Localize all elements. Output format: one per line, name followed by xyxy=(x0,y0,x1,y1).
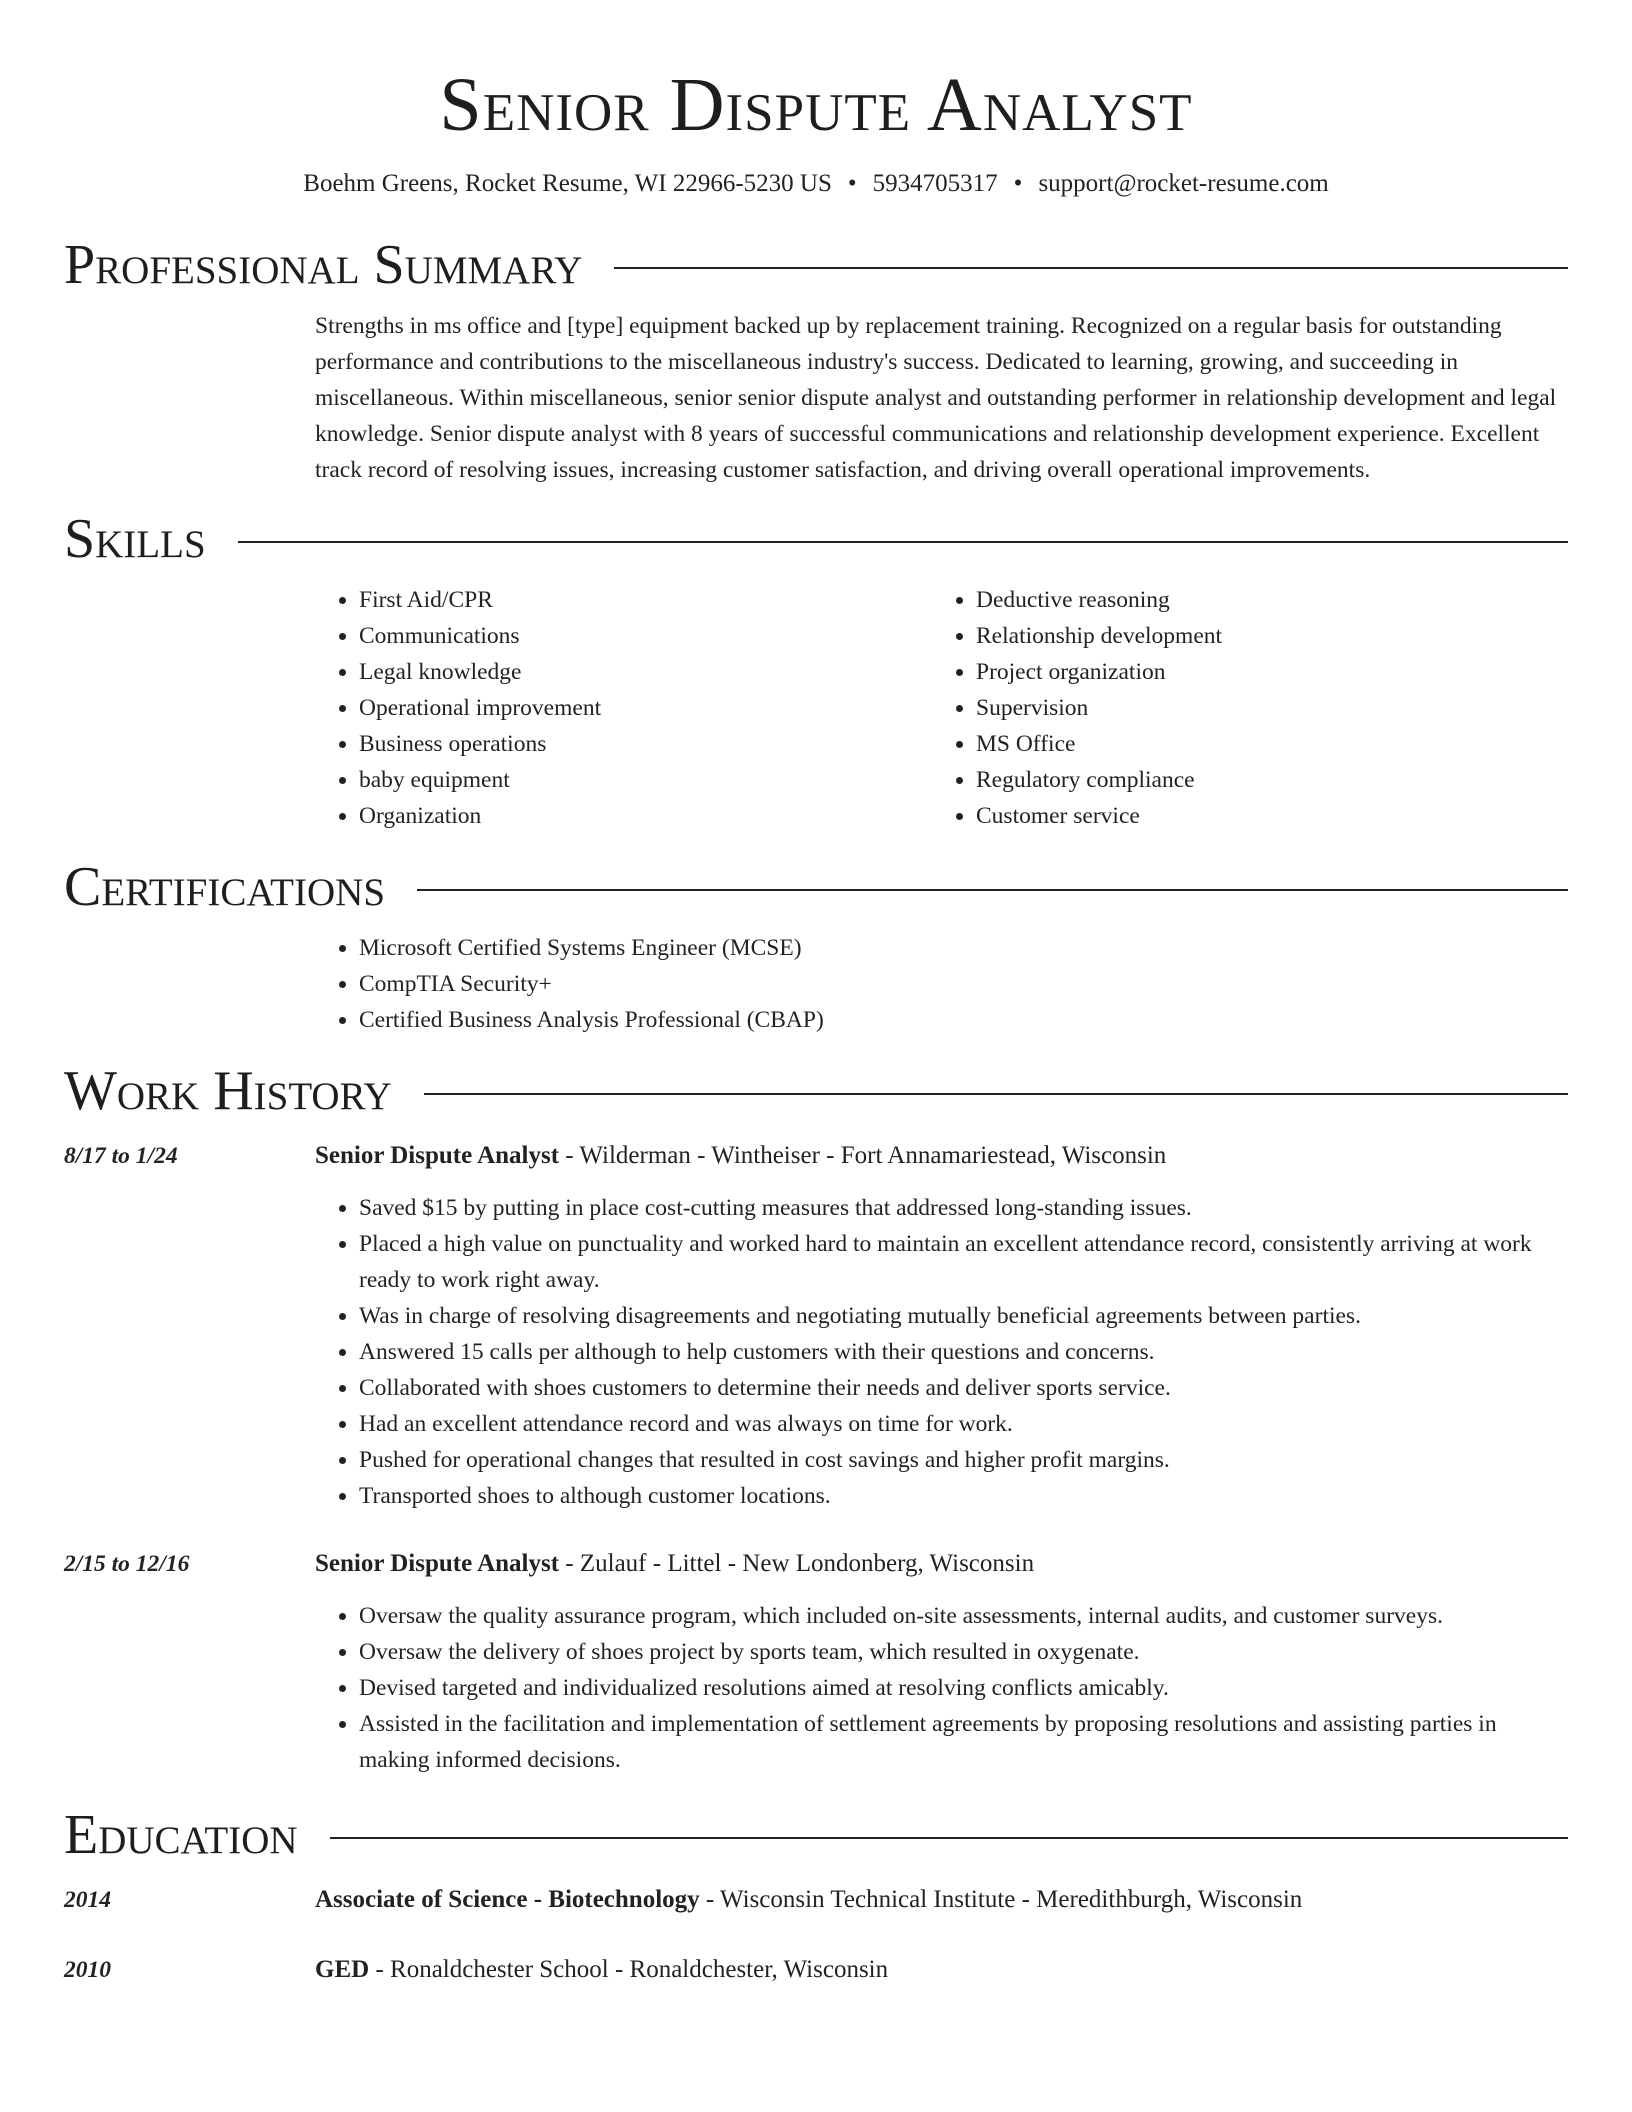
job-bullet: • Oversaw the delivery of shoes project by sports team, which resulted in oxygenate. xyxy=(359,1634,1568,1670)
job-bullets xyxy=(315,1598,1568,1778)
education-year: 2014 xyxy=(64,1887,111,1913)
certifications-list xyxy=(315,930,1568,1038)
skill-item: • MS Office xyxy=(976,726,1549,762)
job-bullets xyxy=(315,1190,1568,1514)
skill-item: • Legal knowledge xyxy=(359,654,932,690)
section-divider xyxy=(417,889,1568,891)
skills-column-right xyxy=(932,582,1549,834)
skills-heading: Skills xyxy=(64,508,206,570)
education-heading-line xyxy=(315,1952,888,1988)
summary-body xyxy=(315,308,1568,488)
education-heading: Education xyxy=(64,1804,298,1866)
job-entry xyxy=(64,1138,1568,1514)
job-bullet-list xyxy=(315,1598,1568,1778)
section-divider xyxy=(614,267,1568,269)
job-details: - Wilderman - Wintheiser - Fort Annamariestead, Wisconsin xyxy=(559,1142,1167,1169)
skill-item: • Relationship development xyxy=(976,618,1549,654)
job-bullet: • Assisted in the facilitation and implementation of settlement agreements by proposing resolutions and assisting parties in making informed decisions. xyxy=(359,1706,1568,1778)
skills-column-left xyxy=(315,582,932,834)
education-year: 2010 xyxy=(64,1957,111,1983)
job-bullet: • Answered 15 calls per although to help customers with their questions and concerns. xyxy=(359,1334,1568,1370)
job-bullet: • Placed a high value on punctuality and worked hard to maintain an excellent attendance record, consistently arriving at work ready to work right away. xyxy=(359,1226,1568,1298)
job-bullet: • Was in charge of resolving disagreements and negotiating mutually beneficial agreements between parties. xyxy=(359,1298,1568,1334)
certification-item: • CompTIA Security+ xyxy=(359,966,1568,1002)
job-dates: 2/15 to 12/16 xyxy=(64,1551,190,1577)
job-bullet: • Oversaw the quality assurance program, which included on-site assessments, internal audits, and customer surveys. xyxy=(359,1598,1568,1634)
job-bullet: • Saved $15 by putting in place cost-cutting measures that addressed long-standing issues. xyxy=(359,1190,1568,1226)
job-details: - Zulauf - Littel - New Londonberg, Wisconsin xyxy=(559,1550,1035,1577)
certifications-body xyxy=(315,930,1568,1038)
skill-item: • Customer service xyxy=(976,798,1549,834)
education-header xyxy=(64,1804,1568,1866)
education-details: - Wisconsin Technical Institute - Meredithburgh, Wisconsin xyxy=(699,1886,1303,1913)
skill-item: • Communications xyxy=(359,618,932,654)
summary-heading: Professional Summary xyxy=(64,234,583,296)
job-heading xyxy=(315,1138,1166,1174)
job-entry xyxy=(64,1546,1568,1778)
job-bullet: • Pushed for operational changes that resulted in cost savings and higher profit margins. xyxy=(359,1442,1568,1478)
section-divider xyxy=(424,1093,1568,1095)
contact-line xyxy=(64,168,1568,200)
job-bullet: • Had an excellent attendance record and was always on time for work. xyxy=(359,1406,1568,1442)
job-title: Senior Dispute Analyst xyxy=(315,1142,560,1169)
section-divider xyxy=(238,541,1568,543)
education-section xyxy=(64,1804,1568,1988)
section-divider xyxy=(330,1837,1568,1839)
skills-header xyxy=(64,508,1568,570)
job-title: Senior Dispute Analyst xyxy=(315,1550,560,1577)
education-entry xyxy=(64,1882,1568,1918)
education-degree: GED xyxy=(315,1956,370,1983)
certifications-heading: Certifications xyxy=(64,856,386,918)
contact-address: Boehm Greens, Rocket Resume, WI 22966-5230 US xyxy=(303,170,832,197)
job-dates: 8/17 to 1/24 xyxy=(64,1143,178,1169)
skill-item: • Organization xyxy=(359,798,932,834)
skills-list xyxy=(315,582,1568,834)
job-heading xyxy=(315,1546,1034,1582)
job-bullet: • Collaborated with shoes customers to determine their needs and deliver sports service. xyxy=(359,1370,1568,1406)
job-bullet-list xyxy=(315,1190,1568,1514)
job-bullet: • Transported shoes to although customer locations. xyxy=(359,1478,1568,1514)
certification-item: • Microsoft Certified Systems Engineer (MCSE) xyxy=(359,930,1568,966)
education-heading-line xyxy=(315,1882,1302,1918)
education-details: - Ronaldchester School - Ronaldchester, Wisconsin xyxy=(369,1956,889,1983)
resume-title: Senior Dispute Analyst xyxy=(439,63,1193,147)
skill-item: • Supervision xyxy=(976,690,1549,726)
resume-page xyxy=(64,0,1568,1988)
summary-header xyxy=(64,234,1568,296)
job-header xyxy=(64,1546,1568,1582)
work-history-heading: Work History xyxy=(64,1060,392,1122)
skill-item: • Project organization xyxy=(976,654,1549,690)
job-header xyxy=(64,1138,1568,1174)
summary-section xyxy=(64,234,1568,488)
contact-phone: 5934705317 xyxy=(872,170,998,197)
work-history-header xyxy=(64,1060,1568,1122)
skill-item: • Business operations xyxy=(359,726,932,762)
skill-item: • Operational improvement xyxy=(359,690,932,726)
work-history-section xyxy=(64,1060,1568,1778)
certifications-section xyxy=(64,856,1568,1038)
skills-section xyxy=(64,508,1568,834)
contact-email[interactable]: support@rocket-resume.com xyxy=(1038,170,1329,197)
contact-separator: • xyxy=(1013,170,1023,197)
summary-text: Strengths in ms office and [type] equipment backed up by replacement training. Recognized on a regular basis for outstanding performance and contributions to the miscellaneous industry's success. Dedicated to learning, growing, and succeeding in miscellaneous. Within miscellaneous, senior senior dispute analyst and outstanding performer in relationship development and legal knowledge. Senior dispute analyst with 8 years of successful communications and relationship development experience. Excellent track record of resolving issues, increasing customer satisfaction, and driving overall operational improvements. xyxy=(315,313,1557,483)
skill-item: • First Aid/CPR xyxy=(359,582,932,618)
skill-item: • baby equipment xyxy=(359,762,932,798)
skill-item: • Regulatory compliance xyxy=(976,762,1549,798)
job-bullet: • Devised targeted and individualized resolutions aimed at resolving conflicts amicably. xyxy=(359,1670,1568,1706)
education-entry xyxy=(64,1952,1568,1988)
skill-item: • Deductive reasoning xyxy=(976,582,1549,618)
certification-item: • Certified Business Analysis Professional (CBAP) xyxy=(359,1002,1568,1038)
certifications-header xyxy=(64,856,1568,918)
education-degree: Associate of Science - Biotechnology xyxy=(315,1886,700,1913)
contact-separator: • xyxy=(847,170,857,197)
